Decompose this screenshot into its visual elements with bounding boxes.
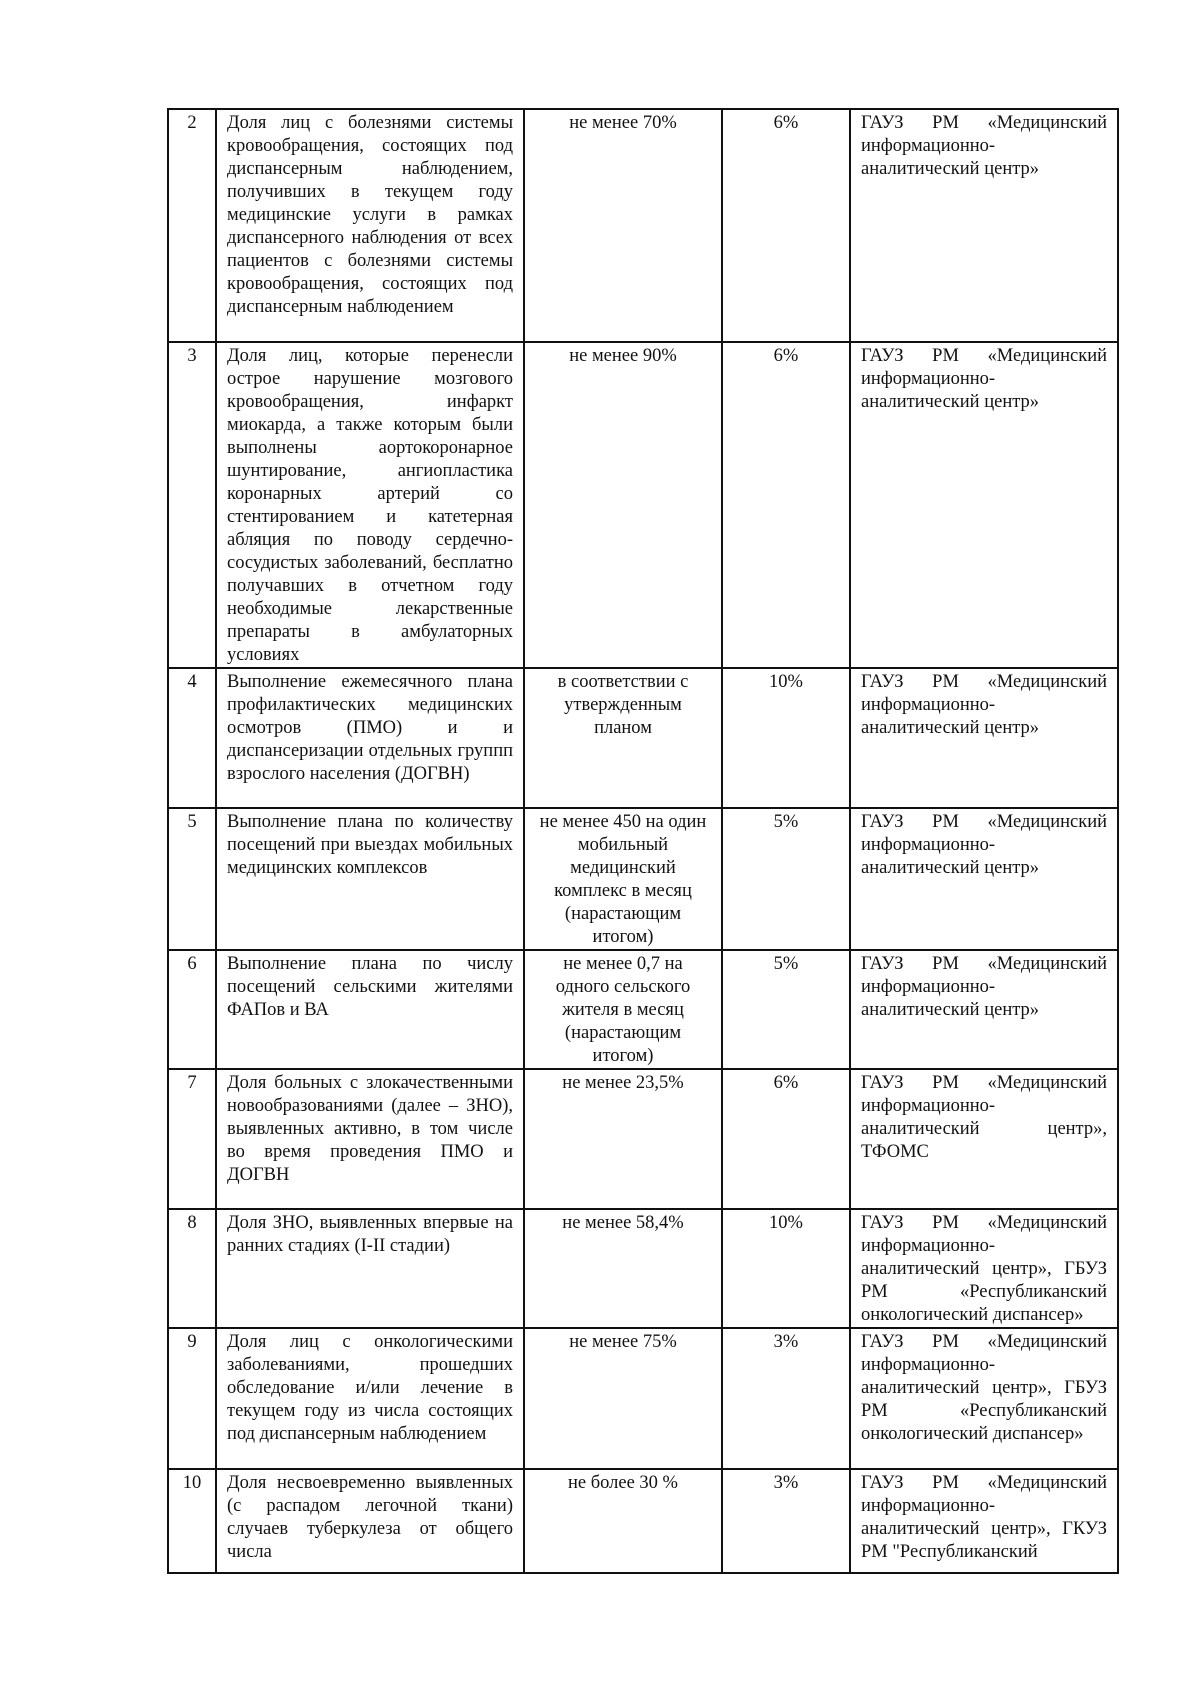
weight-value: 10% (722, 1209, 850, 1328)
data-source: ГАУЗ РМ «Медицинский информационно-аналитический центр» (850, 950, 1118, 1069)
indicator-description: Доля ЗНО, выявленных впервые на ранних стадиях (I-II стадии) (216, 1209, 524, 1328)
row-number: 4 (168, 668, 216, 808)
target-value: не более 30 % (524, 1469, 722, 1573)
data-source: ГАУЗ РМ «Медицинский информационно-аналитический центр» (850, 342, 1118, 668)
row-number: 9 (168, 1328, 216, 1469)
table-row (168, 808, 1118, 950)
row-number: 6 (168, 950, 216, 1069)
row-number: 5 (168, 808, 216, 950)
row-number: 7 (168, 1069, 216, 1209)
weight-value: 6% (722, 1069, 850, 1209)
indicator-description: Доля больных с злокачественными новообразованиями (далее – ЗНО), выявленных активно, в том числе во время проведения ПМО и ДОГВН (216, 1069, 524, 1209)
table-row (168, 1069, 1118, 1209)
indicator-description: Доля несвоевременно выявленных (с распадом легочной ткани) случаев туберкулеза от общего числа (216, 1469, 524, 1573)
table-row (168, 1328, 1118, 1469)
target-value: не менее 0,7 на одного сельского жителя в месяц (нарастающим итогом) (524, 950, 722, 1069)
target-value: не менее 90% (524, 342, 722, 668)
target-value: не менее 450 на один мобильный медицинский комплекс в месяц (нарастающим итогом) (524, 808, 722, 950)
indicators-table (167, 108, 1119, 1574)
row-number: 3 (168, 342, 216, 668)
row-number: 8 (168, 1209, 216, 1328)
indicator-description: Выполнение плана по количеству посещений при выездах мобильных медицинских комплексов (216, 808, 524, 950)
data-source: ГАУЗ РМ «Медицинский информационно-аналитический центр», ГКУЗ РМ "Республиканский (850, 1469, 1118, 1573)
target-value: не менее 23,5% (524, 1069, 722, 1209)
data-source: ГАУЗ РМ «Медицинский информационно-аналитический центр» (850, 668, 1118, 808)
target-value: не менее 58,4% (524, 1209, 722, 1328)
row-number: 2 (168, 109, 216, 342)
weight-value: 6% (722, 109, 850, 342)
weight-value: 10% (722, 668, 850, 808)
weight-value: 3% (722, 1328, 850, 1469)
row-number: 10 (168, 1469, 216, 1573)
table-row (168, 1469, 1118, 1573)
weight-value: 3% (722, 1469, 850, 1573)
table-row (168, 668, 1118, 808)
table-row (168, 1209, 1118, 1328)
data-source: ГАУЗ РМ «Медицинский информационно-аналитический центр», ГБУЗ РМ «Республиканский онкологический диспансер» (850, 1209, 1118, 1328)
data-source: ГАУЗ РМ «Медицинский информационно-аналитический центр», ГБУЗ РМ «Республиканский онкологический диспансер» (850, 1328, 1118, 1469)
target-value: не менее 75% (524, 1328, 722, 1469)
indicator-description: Доля лиц с онкологическими заболеваниями, прошедших обследование и/или лечение в текущем году из числа состоящих под диспансерным наблюдением (216, 1328, 524, 1469)
indicator-description: Выполнение плана по числу посещений сельскими жителями ФАПов и ВА (216, 950, 524, 1069)
indicator-description: Доля лиц, которые перенесли острое нарушение мозгового кровообращения, инфаркт миокарда, а также которым были выполнены аортокоронарное шунтирование, ангиопластика коронарных артерий со стентированием и катетерная абляция по поводу сердечно-сосудистых заболеваний, бесплатно получавших в отчетном году необходимые лекарственные препараты в амбулаторных условиях (216, 342, 524, 668)
table-row (168, 950, 1118, 1069)
weight-value: 5% (722, 950, 850, 1069)
weight-value: 6% (722, 342, 850, 668)
data-source: ГАУЗ РМ «Медицинский информационно-аналитический центр» (850, 808, 1118, 950)
indicator-description: Доля лиц с болезнями системы кровообращения, состоящих под диспансерным наблюдением, получивших в текущем году медицинские услуги в рамках диспансерного наблюдения от всех пациентов с болезнями системы кровообращения, состоящих под диспансерным наблюдением (216, 109, 524, 342)
weight-value: 5% (722, 808, 850, 950)
indicator-description: Выполнение ежемесячного плана профилактических медицинских осмотров (ПМО) и и диспансеризации отдельных группп взрослого населения (ДОГВН) (216, 668, 524, 808)
table-row (168, 109, 1118, 342)
data-source: ГАУЗ РМ «Медицинский информационно-аналитический центр», ТФОМС (850, 1069, 1118, 1209)
table-row (168, 342, 1118, 668)
data-source: ГАУЗ РМ «Медицинский информационно-аналитический центр» (850, 109, 1118, 342)
target-value: не менее 70% (524, 109, 722, 342)
target-value: в соответствии с утвержденным планом (524, 668, 722, 808)
